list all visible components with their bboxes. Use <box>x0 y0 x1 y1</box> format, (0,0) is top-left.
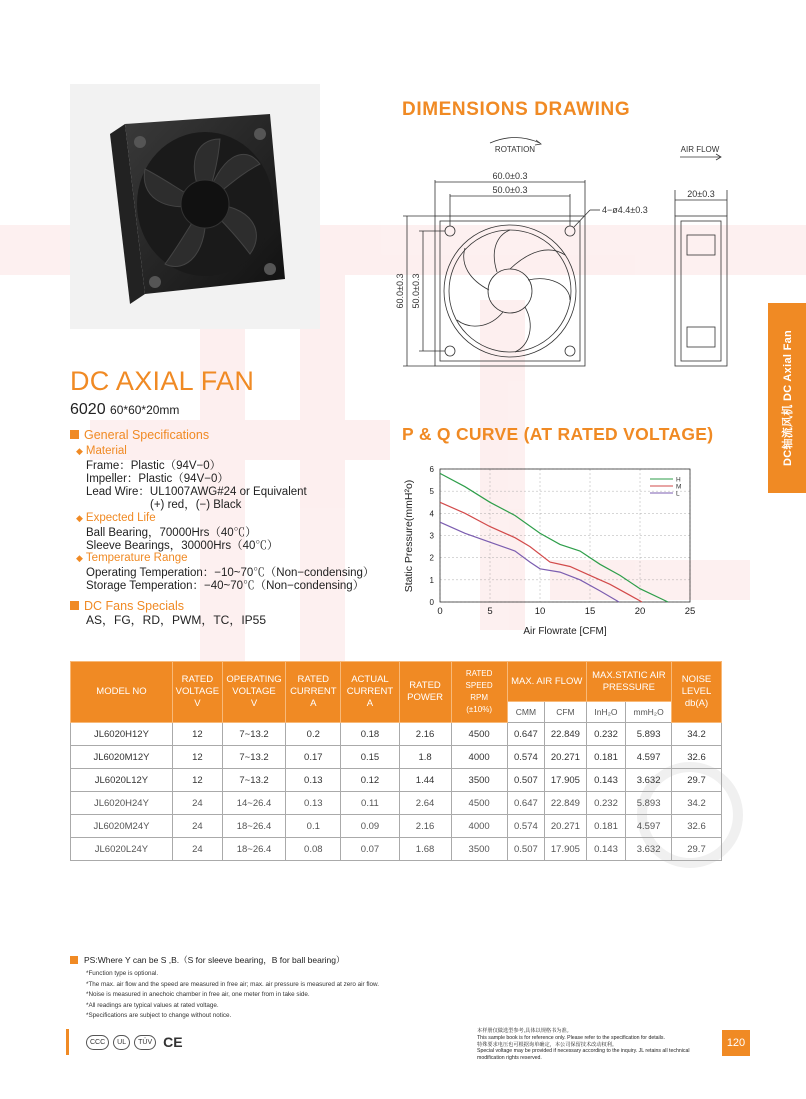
table-cell: 0.232 <box>586 792 626 815</box>
table-cell: 0.507 <box>507 769 544 792</box>
disclaimer-line: 本样册仅做选型参考,具体以规格书为准。 <box>477 1028 572 1034</box>
y-tick-label: 6 <box>429 465 434 474</box>
table-cell: 22.849 <box>545 723 587 746</box>
table-cell: 14~26.4 <box>222 792 285 815</box>
diamond-bullet-icon: ◆ <box>76 513 83 523</box>
header-cmm: CMM <box>507 702 544 723</box>
x-tick-label: 5 <box>487 606 493 617</box>
table-cell: 20.271 <box>545 815 587 838</box>
page-number: 120 <box>722 1030 750 1056</box>
table-row <box>71 723 722 746</box>
table-cell: 3.632 <box>626 769 672 792</box>
footnotes <box>70 954 379 1022</box>
rotation-label: ROTATION <box>494 145 536 154</box>
header-mmh2o: mmH₂O <box>626 702 672 723</box>
table-cell: 3500 <box>451 838 507 861</box>
ce-logo: CE <box>163 1034 183 1050</box>
table-cell: 0.507 <box>507 838 544 861</box>
model-size: 60*60*20mm <box>110 403 180 417</box>
table-cell: 0.1 <box>286 815 341 838</box>
certification-logos <box>86 1032 186 1052</box>
header-max-static-pressure: MAX.STATIC AIR PRESSURE <box>586 662 671 702</box>
table-cell: 0.12 <box>341 769 399 792</box>
x-tick-label: 0 <box>437 606 443 617</box>
table-cell: JL6020H24Y <box>71 792 173 815</box>
side-tab-label: DC轴流风机 DC Axial Fan <box>782 329 794 467</box>
table-cell: 2.16 <box>399 723 451 746</box>
table-cell: 32.6 <box>671 815 721 838</box>
y-axis-label: Static Pressure(mmH²o) <box>403 479 415 593</box>
table-row <box>71 792 722 815</box>
y-tick-label: 3 <box>429 531 434 541</box>
table-cell: 0.09 <box>341 815 399 838</box>
table-cell: 29.7 <box>671 838 721 861</box>
x-tick-label: 10 <box>534 606 546 617</box>
holes-dim: 4−ø4.4±0.3 <box>602 205 648 215</box>
header-operating-voltage: OPERATING VOLTAGE V <box>222 662 285 723</box>
disclaimer-line: 特殊要求电压也可根据询单确定，本公司保留技术改动权利。 <box>477 1041 618 1048</box>
table-cell: 24 <box>172 838 222 861</box>
table-cell: 2.16 <box>399 815 451 838</box>
note-line: *Specifications are subject to change without notice. <box>86 1012 232 1019</box>
y-tick-label: 1 <box>429 575 434 585</box>
table-cell: 20.271 <box>545 746 587 769</box>
x-tick-label: 25 <box>684 606 696 617</box>
dimensions-drawing-title: DIMENSIONS DRAWING <box>402 99 631 120</box>
table-cell: 0.08 <box>286 838 341 861</box>
table-cell: 2.64 <box>399 792 451 815</box>
product-title: DC AXIAL FAN <box>70 366 255 396</box>
spec-table <box>70 661 722 861</box>
table-cell: 0.15 <box>341 746 399 769</box>
width-outer-dim: 60.0±0.3 <box>492 171 528 181</box>
table-cell: 0.574 <box>507 746 544 769</box>
model-line <box>70 401 179 419</box>
table-cell: 0.647 <box>507 792 544 815</box>
table-cell: 0.13 <box>286 769 341 792</box>
table-cell: JL6020M12Y <box>71 746 173 769</box>
ps-note: PS:Where Y can be S ,B.（S for sleeve bearing，B for ball bearing） <box>70 954 379 966</box>
table-cell: 0.143 <box>586 838 626 861</box>
lead-wire-spec: Lead Wire：UL1007AWG#24 or Equivalent <box>86 486 307 498</box>
x-tick-label: 15 <box>584 606 596 617</box>
temperature-heading: ◆ Temperature Range <box>76 552 188 564</box>
header-actual-current: ACTUAL CURRENT A <box>341 662 399 723</box>
table-cell: 1.8 <box>399 746 451 769</box>
width-inner-dim: 50.0±0.3 <box>492 185 528 195</box>
table-cell: 12 <box>172 723 222 746</box>
header-cfm: CFM <box>545 702 587 723</box>
table-cell: 34.2 <box>671 723 721 746</box>
x-tick-label: 20 <box>634 606 646 617</box>
series-line-m <box>440 502 642 602</box>
table-cell: 7~13.2 <box>222 723 285 746</box>
legend-label-h: H <box>676 476 681 484</box>
pq-curve-chart <box>395 450 715 645</box>
table-cell: 0.07 <box>341 838 399 861</box>
orange-square-bullet <box>70 956 78 964</box>
disclaimer-line: This sample book is for reference only. Please refer to the specification for details. <box>477 1034 665 1041</box>
model-number: 6020 <box>70 401 106 418</box>
note-line: *All readings are typical values at rated voltage. <box>86 1001 219 1009</box>
table-cell: 4500 <box>451 723 507 746</box>
header-max-air-flow: MAX. AIR FLOW <box>507 662 586 702</box>
table-cell: 24 <box>172 815 222 838</box>
table-row <box>71 838 722 861</box>
operating-temp-spec: Operating Temperation：−10~70℃（Non−condensing） <box>86 567 375 579</box>
height-outer-dim: 60.0±0.3 <box>395 273 405 309</box>
header-rated-current: RATED CURRENT A <box>286 662 341 723</box>
legend-label-m: M <box>676 483 682 491</box>
note-line: *Function type is optional. <box>86 970 159 977</box>
y-tick-label: 2 <box>429 553 434 563</box>
table-cell: 3500 <box>451 769 507 792</box>
header-rated-power: RATED POWER <box>399 662 451 723</box>
table-cell: 3.632 <box>626 838 672 861</box>
ccc-logo: CCC <box>86 1035 109 1050</box>
sleeve-bearing-spec: Sleeve Bearings，30000Hrs（40℃） <box>86 540 279 552</box>
footer-accent-bar <box>66 1029 69 1055</box>
table-cell: 17.905 <box>545 838 587 861</box>
dc-specials-list: AS，FG，RD，PWM，TC，IP55 <box>86 613 267 627</box>
table-cell: 17.905 <box>545 769 587 792</box>
header-model-no: MODEL NO <box>71 662 173 723</box>
table-cell: 0.143 <box>586 769 626 792</box>
table-cell: 29.7 <box>671 769 721 792</box>
table-cell: JL6020L24Y <box>71 838 173 861</box>
table-row <box>71 815 722 838</box>
x-axis-label: Air Flowrate [CFM] <box>523 626 607 637</box>
table-cell: 24 <box>172 792 222 815</box>
table-cell: 7~13.2 <box>222 746 285 769</box>
table-cell: 12 <box>172 746 222 769</box>
table-cell: 12 <box>172 769 222 792</box>
table-cell: 32.6 <box>671 746 721 769</box>
table-cell: 0.574 <box>507 815 544 838</box>
table-cell: 0.18 <box>341 723 399 746</box>
table-cell: 0.181 <box>586 746 626 769</box>
table-cell: JL6020L12Y <box>71 769 173 792</box>
ball-bearing-spec: Ball Bearing，70000Hrs（40℃） <box>86 527 257 539</box>
frame-spec: Frame：Plastic（94V−0） <box>86 460 222 472</box>
diamond-bullet-icon: ◆ <box>76 446 83 456</box>
table-cell: 1.44 <box>399 769 451 792</box>
table-cell: 18~26.4 <box>222 815 285 838</box>
table-cell: 4.597 <box>626 815 672 838</box>
table-cell: JL6020M24Y <box>71 815 173 838</box>
legend-label-l: L <box>676 490 680 498</box>
table-cell: 0.181 <box>586 815 626 838</box>
section-side-tab <box>768 303 806 493</box>
tuv-logo: TÜV <box>134 1035 156 1050</box>
table-cell: 4500 <box>451 792 507 815</box>
header-rated-speed: RATED SPEED RPM (±10%) <box>451 662 507 723</box>
table-cell: 0.2 <box>286 723 341 746</box>
table-cell: 4000 <box>451 815 507 838</box>
series-line-l <box>440 522 619 602</box>
dimensions-drawing <box>385 130 735 380</box>
disclaimer-line: Special voltage may be provided if necessary according to the inquiry. JL retains all technical modification rights reserved. <box>477 1048 690 1062</box>
table-cell: 4.597 <box>626 746 672 769</box>
table-cell: 0.13 <box>286 792 341 815</box>
storage-temp-spec: Storage Temperation：−40~70℃（Non−condensing） <box>86 580 365 592</box>
table-cell: 4000 <box>451 746 507 769</box>
dc-specials-heading: DC Fans Specials <box>70 599 184 613</box>
table-cell: 0.17 <box>286 746 341 769</box>
table-cell: 1.68 <box>399 838 451 861</box>
note-line: *Noise is measured in anechoic chamber in free air, one meter from in take side. <box>86 991 310 998</box>
header-rated-voltage: RATED VOLTAGE V <box>172 662 222 723</box>
disclaimer <box>477 1028 717 1062</box>
diamond-bullet-icon: ◆ <box>76 553 83 563</box>
depth-dim: 20±0.3 <box>687 189 715 199</box>
material-heading: ◆ Material <box>76 445 127 457</box>
height-inner-dim: 50.0±0.3 <box>411 273 421 309</box>
pq-curve-title: P & Q CURVE (AT RATED VOLTAGE) <box>402 424 714 444</box>
air-flow-label: AIR FLOW <box>680 145 720 154</box>
y-tick-label: 5 <box>429 487 434 497</box>
general-spec-heading: General Specifications <box>70 428 209 442</box>
note-line: *The max. air flow and the speed are measured in free air; max. air pressure is measured at zero air flow. <box>86 980 379 988</box>
table-cell: 5.893 <box>626 723 672 746</box>
table-cell: 0.647 <box>507 723 544 746</box>
chart-grid <box>440 469 690 602</box>
orange-square-bullet <box>70 601 79 610</box>
table-cell: JL6020H12Y <box>71 723 173 746</box>
table-row <box>71 746 722 769</box>
orange-square-bullet <box>70 430 79 439</box>
table-cell: 22.849 <box>545 792 587 815</box>
fan-product-photo <box>70 84 320 329</box>
table-cell: 0.11 <box>341 792 399 815</box>
header-inh2o: InH₂O <box>586 702 626 723</box>
ul-logo: UL <box>113 1035 130 1050</box>
table-row <box>71 769 722 792</box>
table-cell: 5.893 <box>626 792 672 815</box>
series-line-h <box>440 473 668 602</box>
table-cell: 18~26.4 <box>222 838 285 861</box>
y-tick-label: 4 <box>429 509 434 519</box>
lead-colors-spec: (+) red，(−) Black <box>150 499 242 511</box>
table-cell: 34.2 <box>671 792 721 815</box>
expected-life-heading: ◆ Expected Life <box>76 512 156 524</box>
table-cell: 0.232 <box>586 723 626 746</box>
table-cell: 7~13.2 <box>222 769 285 792</box>
y-tick-label: 0 <box>429 598 434 607</box>
header-noise-level: NOISE LEVEL db(A) <box>671 662 721 723</box>
impeller-spec: Impeller：Plastic（94V−0） <box>86 473 229 485</box>
